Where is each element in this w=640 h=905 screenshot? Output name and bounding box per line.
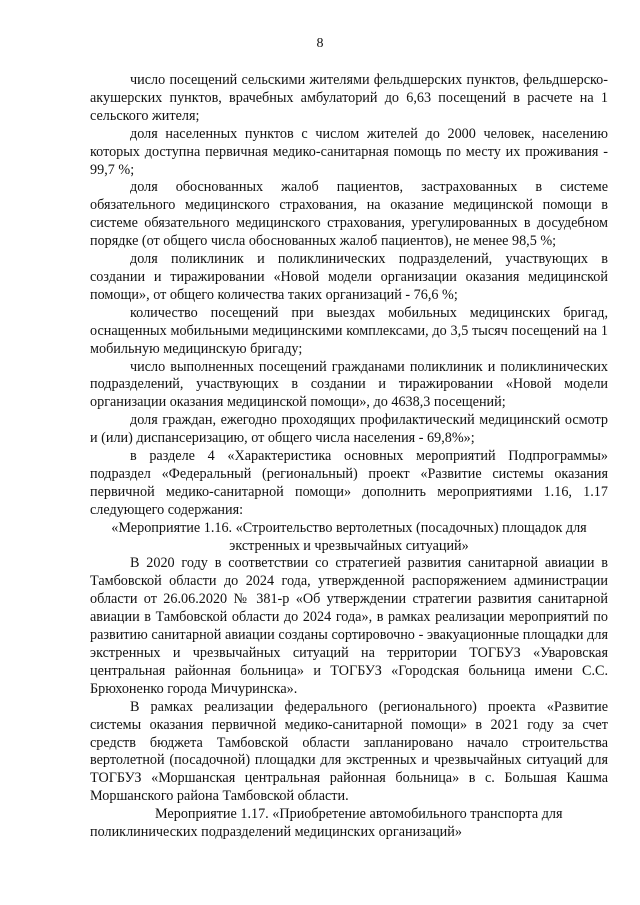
page-number: 8: [316, 36, 324, 51]
indicator-paragraph: число выполненных посещений гражданами поликлиник и поликлинических подразделений, участвующих в создании и тиражировании «Новой модели организации оказания медицинской помощи», до 4638,3 посещений;: [90, 358, 608, 411]
indicator-paragraph: доля обоснованных жалоб пациентов, застрахованных в системе обязательного медицинского страхования, на оказание медицинской помощи в системе обязательного медицинского страхования, урегулированных в досудебном порядке (от общего числа обоснованных жалоб пациентов), не менее 98,5 %;: [90, 179, 608, 250]
indicator-paragraph: доля населенных пунктов с числом жителей до 2000 человек, населению которых доступна первичная медико-санитарная помощь по месту их проживания - 99,7 %;: [90, 125, 608, 178]
indicator-paragraph: количество посещений при выездах мобильных медицинских бригад, оснащенных мобильными медицинскими комплексами, до 3,5 тысяч посещений на 1 мобильную медицинскую бригаду;: [90, 304, 608, 357]
measure-1-16-title: «Мероприятие 1.16. «Строительство вертолетных (посадочных) площадок для экстренных и чрезвычайных ситуаций»: [111, 519, 587, 554]
body-paragraph: В рамках реализации федерального (регионального) проекта «Развитие системы оказания первичной медико-санитарной помощи» в 2021 году за счет средств бюджета Тамбовской области запланировано начало строительства вертолетной (посадочной) площадки для экстренных и чрезвычайных ситуаций для ТОГБУЗ «Моршанская центральная районная больница» в с. Большая Кашма Моршанского района Тамбовской области.: [90, 698, 608, 805]
document-body: [90, 72, 608, 842]
body-paragraph: В 2020 году в соответствии со стратегией развития санитарной авиации в Тамбовской области до 2024 года, утвержденной распоряжением администрации области от 26.06.2020 № 381-р «Об утверждении стратегии развития санитарной авиации в Тамбовской области до 2024 года», в рамках реализации мероприятий по развитию санитарной авиации созданы сортировочно - эвакуационные площадки для экстренных и чрезвычайных ситуаций на территории ТОГБУЗ «Уваровская центральная районная больница» и ТОГБУЗ «Городская больница имени С.С. Брюхоненко города Мичуринска».: [90, 555, 608, 697]
measure-1-17-title: Мероприятие 1.17. «Приобретение автомобильного транспорта для поликлинических подразделений медицинских организаций»: [90, 806, 563, 841]
amendment-paragraph: в разделе 4 «Характеристика основных мероприятий Подпрограммы» подраздел «Федеральный (региональный) проект «Развитие системы оказания первичной медико-санитарной помощи» дополнить мероприятиями 1.16, 1.17 следующего содержания:: [90, 448, 608, 518]
indicator-paragraph: доля граждан, ежегодно проходящих профилактический медицинский осмотр и (или) диспансеризацию, от общего числа населения - 69,8%»;: [90, 412, 608, 447]
indicator-paragraph: доля поликлиник и поликлинических подразделений, участвующих в создании и тиражировании «Новой модели организации оказания медицинской помощи», от общего количества таких организаций - 76,6 %;: [90, 251, 608, 303]
indicator-paragraph: число посещений сельскими жителями фельдшерских пунктов, фельдшерско-акушерских пунктов, врачебных амбулаторий до 6,63 посещений в расчете на 1 сельского жителя;: [90, 72, 608, 124]
